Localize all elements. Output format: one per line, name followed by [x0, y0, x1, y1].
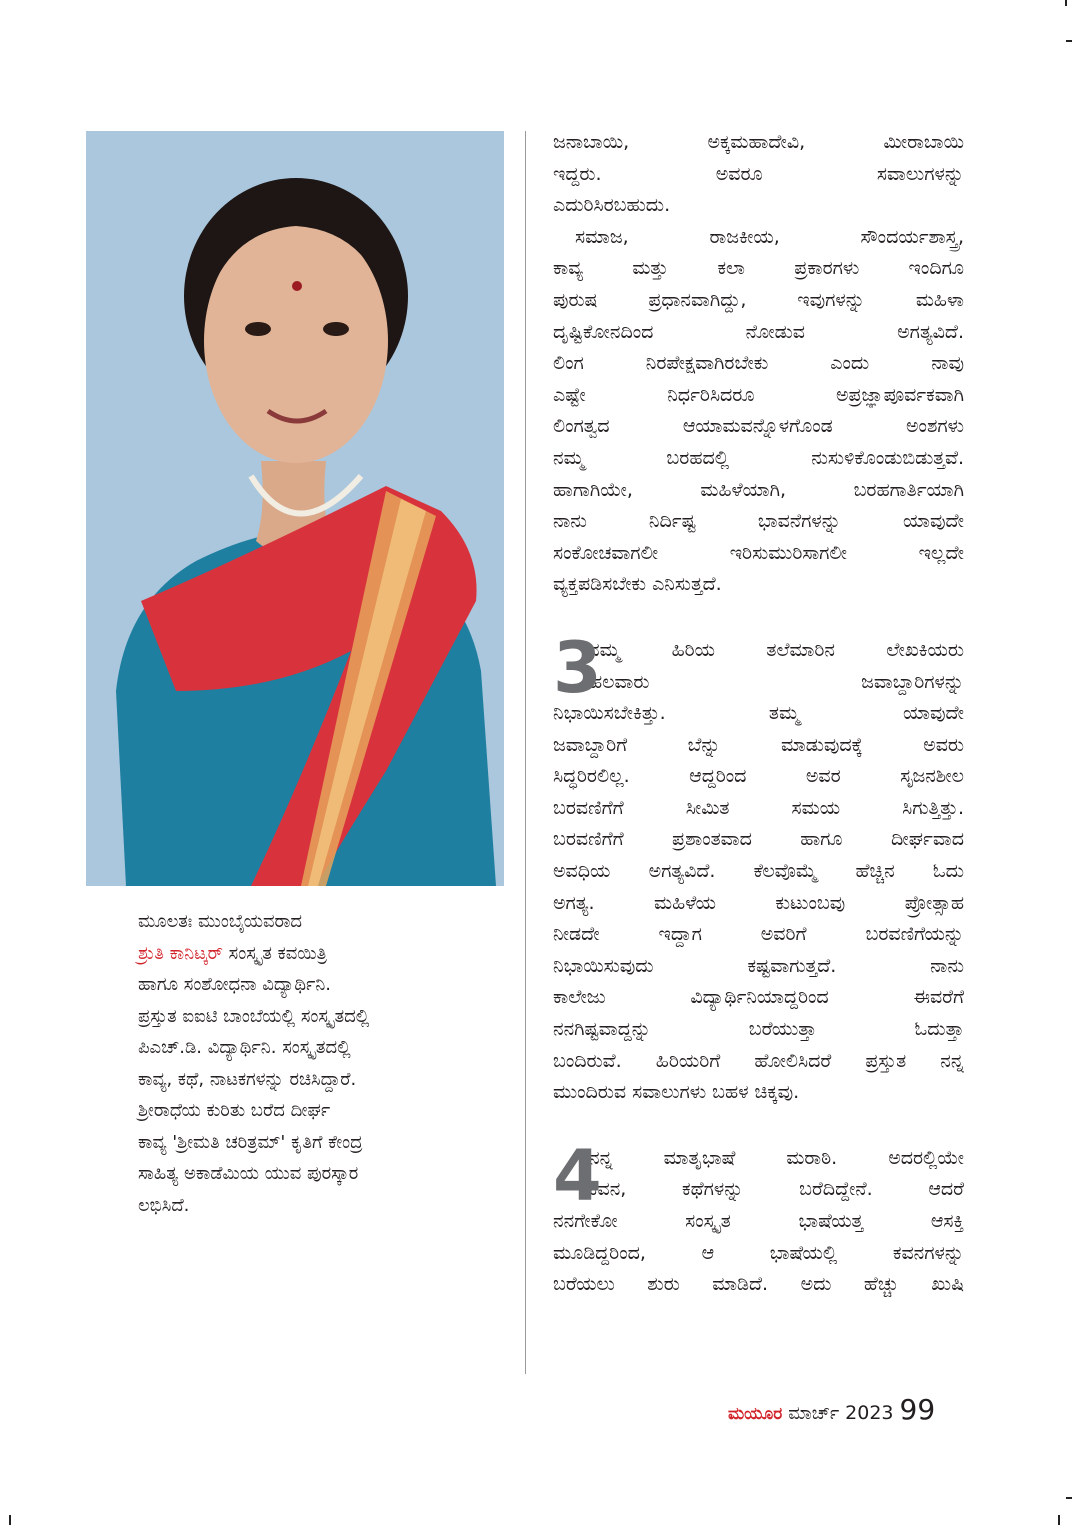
text-line: ನಿಭಾಯಿಸುವುದು ಕಷ್ಟವಾಗುತ್ತದೆ. ನಾನು [553, 954, 964, 977]
text-line: ಬಂದಿರುವೆ. ಹಿರಿಯರಿಗೆ ಹೋಲಿಸಿದರೆ ಪ್ರಸ್ತುತ ನನ್ನ [553, 1049, 964, 1072]
text-line: ಅವಧಿಯ ಅಗತ್ಯವಿದೆ. ಕೆಲವೊಮ್ಮೆ ಹೆಚ್ಚಿನ ಓದು [553, 860, 964, 883]
crop-mark-bottom-right [1058, 1515, 1060, 1525]
magazine-logo: ಮಯೂರ [728, 1404, 783, 1424]
caption-line: ಲಭಿಸಿದೆ. [138, 1194, 190, 1216]
text-line: ನನಗೇಕೋ ಸಂಸ್ಕೃತ ಭಾಷೆಯತ್ತ ಆಸಕ್ತಿ [553, 1210, 964, 1232]
text-line: ಜವಾಬ್ದಾರಿಗೆ ಬೆನ್ನು ಮಾಡುವುದಕ್ಕೆ ಅವರು [553, 733, 964, 756]
text-line: ವ್ಯಕ್ತಪಡಿಸಬೇಕು ಎನಿಸುತ್ತದೆ. [553, 573, 722, 596]
answer-4 [553, 1134, 964, 1301]
text-line: ಮೂಡಿದ್ದರಿಂದ, ಆ ಭಾಷೆಯಲ್ಲಿ ಕವನಗಳನ್ನು [553, 1241, 964, 1264]
portrait-illustration [86, 131, 504, 886]
text-line: ನಮ್ಮ ಹಿರಿಯ ತಲೆಮಾರಿನ ಲೇಖಕಿಯರು [589, 638, 964, 661]
text-line: ದೃಷ್ಟಿಕೋನದಿಂದ ನೋಡುವ ಅಗತ್ಯವಿದೆ. [553, 320, 964, 343]
photo-caption [138, 906, 483, 1221]
text-line: ನನಗಿಷ್ಟವಾದ್ದನ್ನು ಬರೆಯುತ್ತಾ ಓದುತ್ತಾ [553, 1018, 964, 1041]
crop-mark-right-lower [1066, 1497, 1072, 1499]
caption-line: ಹಾಗೂ ಸಂಶೋಧನಾ ವಿದ್ಯಾರ್ಥಿನಿ. [138, 974, 332, 995]
column-divider [525, 131, 526, 1374]
text-line: ಕಾಲೇಜು ವಿದ್ಯಾರ್ಥಿನಿಯಾದ್ದರಿಂದ ಈವರೆಗೆ [553, 986, 964, 1009]
caption-line: ಕಾವ್ಯ 'ಶ್ರೀಮತಿ ಚರಿತ್ರಮ್' ಕೃತಿಗೆ ಕೇಂದ್ರ [138, 1131, 363, 1153]
paragraph-gender-perspective [553, 222, 964, 601]
dropcap-number: 4 [553, 1134, 602, 1217]
issue-year: 2023 [845, 1402, 894, 1424]
text-line: ಕಾವ್ಯ ಮತ್ತು ಕಲಾ ಪ್ರಕಾರಗಳು ಇಂದಿಗೂ [553, 257, 964, 280]
page-footer [728, 1393, 935, 1429]
text-line: ಲಿಂಗ ನಿರಪೇಕ್ಷವಾಗಿರಬೇಕು ಎಂದು ನಾವು [553, 352, 964, 375]
text-line: ನನ್ನ ಮಾತೃಭಾಷೆ ಮರಾಠಿ. ಅದರಲ್ಲಿಯೇ [589, 1146, 964, 1169]
caption-line: ಪಿಎಚ್.ಡಿ. ವಿದ್ಯಾರ್ಥಿನಿ. ಸಂಸ್ಕೃತದಲ್ಲಿ [138, 1037, 351, 1058]
text-line: ಜನಾಬಾಯಿ, ಅಕ್ಕಮಹಾದೇವಿ, ಮೀರಾಬಾಯಿ [553, 131, 964, 153]
text-line: ಬರೆಯಲು ಶುರು ಮಾಡಿದೆ. ಅದು ಹೆಚ್ಚು ಖುಷಿ [553, 1273, 964, 1296]
text-line: ಲಿಂಗತ್ವದ ಆಯಾಮವನ್ನೊಳಗೊಂಡ ಅಂಶಗಳು [553, 415, 964, 438]
text-line: ಹಲವಾರು ಜವಾಬ್ದಾರಿಗಳನ್ನು [589, 670, 964, 693]
text-line: ಬರವಣಿಗೆಗೆ ಪ್ರಶಾಂತವಾದ ಹಾಗೂ ದೀರ್ಘವಾದ [553, 828, 964, 851]
caption-line: ಶ್ರುತಿ ಕಾನಿಟ್ಕರ್ ಸಂಸ್ಕೃತ ಕವಯಿತ್ರಿ [138, 942, 327, 964]
crop-mark-bottom-left [9, 1515, 11, 1525]
text-line: ನಾನು ನಿರ್ದಿಷ್ಟ ಭಾವನೆಗಳನ್ನು ಯಾವುದೇ [553, 510, 964, 533]
author-name: ಶ್ರುತಿ ಕಾನಿಟ್ಕರ್ [138, 942, 223, 964]
text-line: ಸಮಾಜ, ರಾಜಕೀಯ, ಸೌಂದರ್ಯಶಾಸ್ತ್ರ, [575, 225, 964, 248]
text-line: ಹಾಗಾಗಿಯೇ, ಮಹಿಳೆಯಾಗಿ, ಬರಹಗಾರ್ತಿಯಾಗಿ [553, 478, 964, 501]
text-line: ಸಂಕೋಚವಾಗಲೀ ಇರಿಸುಮುರಿಸಾಗಲೀ ಇಲ್ಲದೇ [553, 541, 964, 564]
caption-line: ಕಾವ್ಯ, ಕಥೆ, ನಾಟಕಗಳನ್ನು ರಚಿಸಿದ್ದಾರೆ. [138, 1068, 357, 1090]
article-column [553, 127, 964, 1301]
caption-line: ಸಾಹಿತ್ಯ ಅಕಾಡೆಮಿಯ ಯುವ ಪುರಸ್ಕಾರ [138, 1163, 359, 1184]
text-line: ನಿಭಾಯಿಸಬೇಕಿತ್ತು. ತಮ್ಮ ಯಾವುದೇ [553, 702, 964, 725]
portrait-photo [86, 131, 504, 886]
crop-mark-top-right [1065, 0, 1067, 6]
text-line: ಪುರುಷ ಪ್ರಧಾನವಾಗಿದ್ದು, ಇವುಗಳನ್ನು ಮಹಿಳಾ [553, 288, 964, 311]
text-line: ಕವನ, ಕಥೆಗಳನ್ನು ಬರೆದಿದ್ದೇನೆ. ಆದರೆ [589, 1178, 964, 1201]
text-line: ಸಿದ್ಧರಿರಲಿಲ್ಲ. ಆದ್ದರಿಂದ ಅವರ ಸೃಜನಶೀಲ [553, 765, 964, 788]
text-line: ನೀಡದೇ ಇದ್ದಾಗ ಅವರಿಗೆ ಬರವಣಿಗೆಯನ್ನು [553, 923, 964, 946]
text-line: ಎಷ್ಟೇ ನಿರ್ಧರಿಸಿದರೂ ಅಪ್ರಜ್ಞಾಪೂರ್ವಕವಾಗಿ [553, 383, 964, 406]
text-line: ಇದ್ದರು. ಅವರೂ ಸವಾಲುಗಳನ್ನು [553, 162, 964, 185]
answer-3 [553, 626, 964, 1109]
text-line: ನಮ್ಮ ಬರಹದಲ್ಲಿ ನುಸುಳಿಕೊಂಡುಬಿಡುತ್ತವೆ. [553, 446, 964, 469]
text-line: ಮುಂದಿರುವ ಸವಾಲುಗಳು ಬಹಳ ಚಿಕ್ಕವು. [553, 1081, 800, 1104]
page-number: 99 [899, 1393, 936, 1426]
crop-mark-right-upper [1066, 40, 1072, 42]
text-line: ಬರವಣಿಗೆಗೆ ಸೀಮಿತ ಸಮಯ ಸಿಗುತ್ತಿತ್ತು. [553, 796, 964, 819]
caption-line: ಶ್ರೀರಾಧೆಯ ಕುರಿತು ಬರೆದ ದೀರ್ಘ [138, 1100, 331, 1121]
caption-line: ಪ್ರಸ್ತುತ ಐಐಟಿ ಬಾಂಬೆಯಲ್ಲಿ ಸಂಸ್ಕೃತದಲ್ಲಿ [138, 1005, 370, 1027]
caption-line: ಮೂಲತಃ ಮುಂಬೈಯವರಾದ [138, 911, 303, 932]
dropcap-number: 3 [553, 626, 602, 709]
issue-month: ಮಾರ್ಚ್ [788, 1403, 840, 1424]
paragraph-intro [553, 127, 964, 222]
text-line: ಅಗತ್ಯ. ಮಹಿಳೆಯ ಕುಟುಂಬವು ಪ್ರೋತ್ಸಾಹ [553, 891, 964, 914]
text-line: ಎದುರಿಸಿರಬಹುದು. [553, 194, 671, 217]
